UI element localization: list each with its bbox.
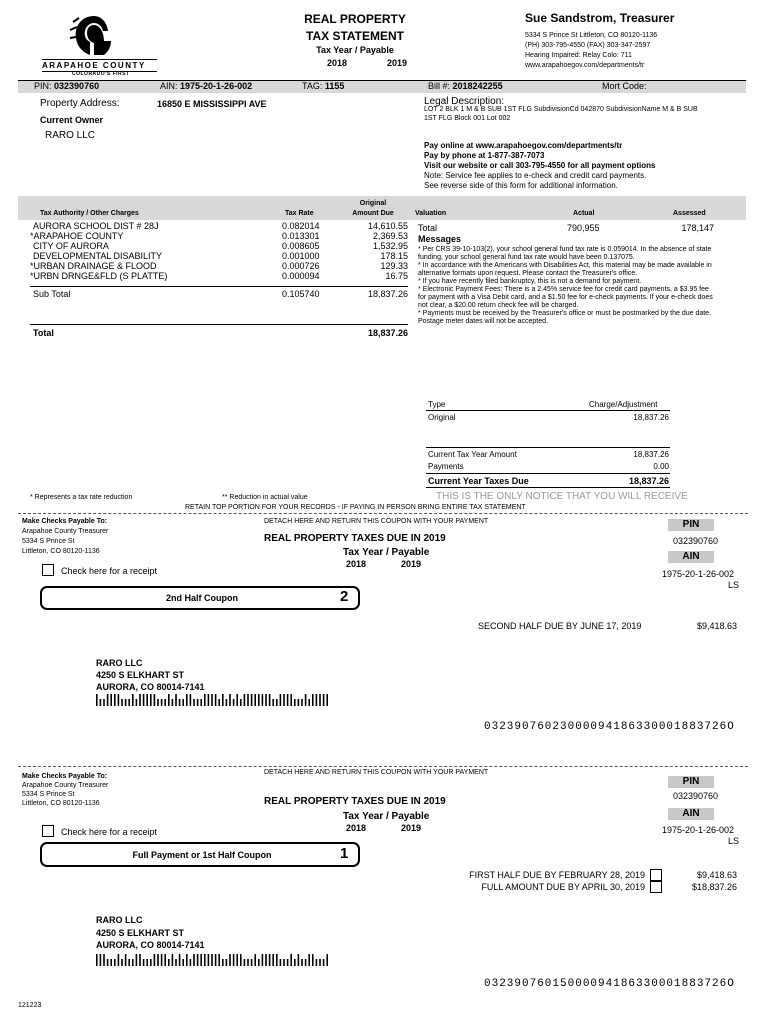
rate-reduction-note: * Represents a tax rate reduction: [30, 494, 133, 501]
logo-name: ARAPAHOE COUNTY: [42, 59, 157, 72]
col-valuation: Valuation: [415, 210, 447, 217]
taxes-due: 18,837.26: [628, 476, 669, 486]
treasurer-address: 5334 S Prince St Littleton, CO 80120-1136: [525, 32, 658, 39]
retain-note: RETAIN TOP PORTION FOR YOUR RECORDS - IF PAYING IN PERSON BRING ENTIRE TAX STATEMENT: [185, 504, 526, 511]
receipt-checkbox[interactable]: [42, 564, 54, 576]
total-rule: [30, 324, 408, 325]
valuation-actual: 790,955: [567, 223, 600, 233]
authority-name: DEVELOPMENTAL DISABILITY: [33, 251, 163, 261]
visit-website: Visit our website or call 303-795-4550 for all payment options: [424, 161, 656, 170]
logo-tagline: COLORADO'S FIRST: [72, 71, 130, 77]
table-row: [30, 271, 410, 281]
message-item: * Payments must be received by the Treasurer's office or must be postmarked by the due date. Postage meter dates will not be accepted.: [418, 310, 712, 325]
authority-rate: 0.001000: [282, 251, 320, 261]
coupon-tax-year-label: Tax Year / Payable: [343, 547, 430, 558]
coupon-ain: 1975-20-1-26-002: [661, 825, 734, 835]
authority-amount: 14,610.55: [367, 221, 408, 231]
tax-authority-list: [30, 221, 410, 281]
payee-city: Littleton, CO 80120-1136: [22, 800, 100, 807]
current-amount: 18,837.26: [633, 450, 669, 459]
legal-description-line-1: LOT 2 BLK 1 M & B SUB 1ST FLG SubdivisionCd 042870 SubdivisionName M & B SUB: [424, 106, 698, 113]
scan-line-1: 03239076015000094186330001883726O: [484, 978, 735, 990]
coupon-ain-label: AIN: [668, 808, 714, 820]
subtotal-rule: [30, 286, 408, 287]
pin-label: PIN:: [34, 81, 52, 91]
authority-name: CITY OF AURORA: [33, 241, 109, 251]
charges-rule: [426, 410, 670, 411]
bill-label: Bill #:: [428, 81, 451, 91]
statement-title-2: TAX STATEMENT: [306, 29, 404, 43]
subtotal-rate: 0.105740: [282, 289, 320, 299]
authority-rate: 0.082014: [282, 221, 320, 231]
table-row: [30, 221, 410, 231]
receipt-checkbox[interactable]: [42, 825, 54, 837]
coupon-pin: 032390760: [672, 536, 718, 546]
payable-year: 2019: [387, 58, 408, 68]
authority-amount: 1,532.95: [372, 241, 408, 251]
form-code: 121223: [18, 1002, 42, 1009]
pin-value: 032390760: [54, 81, 100, 91]
current-amount-label: Current Tax Year Amount: [428, 450, 517, 459]
col-original: Original: [359, 200, 387, 207]
current-rule: [426, 447, 670, 448]
payments-amount: 0.00: [653, 462, 669, 471]
county-logo: [30, 12, 160, 77]
pay-by-phone: Pay by phone at 1-877-387-7073: [424, 151, 545, 160]
property-address-label: Property Address:: [40, 98, 120, 109]
treasurer-phone: (PH) 303-795-4550 (FAX) 303-347-2597: [525, 42, 651, 49]
pay-online: Pay online at www.arapahoegov.com/departments/tr: [424, 141, 623, 150]
treasurer-name: Sue Sandstrom, Treasurer: [525, 11, 675, 25]
payee-street: 5334 S Prince St: [22, 791, 75, 798]
legal-description-label: Legal Description:: [424, 96, 505, 107]
legal-description-line-2: 1ST FLG Block 001 Lot 002: [424, 115, 511, 122]
mail-owner-street: 4250 S ELKHART ST: [96, 928, 185, 938]
authority-amount: 2,369.53: [372, 231, 408, 241]
table-row: [30, 231, 410, 241]
scan-line-2: 03239076023000094186330001883726O: [484, 721, 735, 733]
authority-rate: 0.008605: [282, 241, 320, 251]
authority-rate: 0.013301: [282, 231, 320, 241]
detach-line-1: [18, 766, 748, 767]
tag-value: 1155: [324, 81, 345, 91]
statement-title-1: REAL PROPERTY: [304, 12, 406, 26]
coupon-year: 2018: [346, 823, 367, 833]
full-amount: $18,837.26: [691, 882, 737, 892]
table-row: [30, 251, 410, 261]
ain-label: AIN:: [160, 81, 178, 91]
coupon-year: 2018: [346, 559, 367, 569]
current-owner-label: Current Owner: [40, 115, 104, 125]
current-owner: RARO LLC: [45, 130, 96, 141]
message-item: * If you have recently filed bankruptcy, this is not a demand for payment.: [418, 278, 642, 285]
col-actual: Actual: [573, 210, 595, 217]
authority-amount: 178.15: [380, 251, 408, 261]
reverse-side-note: See reverse side of this form for additional information.: [424, 181, 618, 190]
coupon-label: 2nd Half Coupon: [166, 593, 238, 603]
second-half-due: SECOND HALF DUE BY JUNE 17, 2019: [478, 621, 642, 631]
postal-barcode-2: [96, 694, 332, 708]
messages-list: [418, 246, 718, 326]
receipt-label: Check here for a receipt: [61, 566, 158, 576]
col-tax-rate: Tax Rate: [285, 210, 314, 217]
coupon-due-title: REAL PROPERTY TAXES DUE IN 2019: [264, 796, 446, 807]
coupon-pin: 032390760: [672, 791, 718, 801]
subtotal-label: Sub Total: [33, 289, 71, 299]
checks-payable-label: Make Checks Payable To:: [22, 518, 108, 525]
coupon-payable: 2019: [401, 823, 422, 833]
authority-name: *URBAN DRAINAGE & FLOOD: [30, 261, 157, 271]
charge-adjustment-label: Charge/Adjustment: [589, 400, 658, 409]
coupon-ain: 1975-20-1-26-002: [661, 569, 734, 579]
coupon-due-title: REAL PROPERTY TAXES DUE IN 2019: [264, 533, 446, 544]
messages-title: Messages: [418, 234, 462, 244]
coupon-number: 1: [340, 845, 349, 862]
charge-original-label: Original: [428, 413, 456, 422]
charge-original: 18,837.26: [633, 413, 669, 422]
col-amount-due: Amount Due: [352, 210, 394, 217]
coupon-tax-year-label: Tax Year / Payable: [343, 811, 430, 822]
coupon-payable: 2019: [401, 559, 422, 569]
mail-owner-name: RARO LLC: [96, 658, 143, 668]
coupon-ls: LS: [728, 836, 740, 846]
coupon-box-2: [40, 586, 360, 610]
full-amount-due: FULL AMOUNT DUE BY APRIL 30, 2019: [481, 882, 645, 892]
table-row: [30, 241, 410, 251]
message-item: * In accordance with the Americans with Disabilities Act, this material may be made available in alternative formats upon request. Please contact the Treasurer's office.: [418, 262, 712, 277]
table-row: [30, 261, 410, 271]
tag-field: [302, 81, 344, 91]
property-address: 16850 E MISSISSIPPI AVE: [157, 99, 267, 109]
coupon-ain-label: AIN: [668, 551, 714, 563]
ain-field: [160, 81, 252, 91]
col-assessed: Assessed: [673, 210, 706, 217]
county-seal-icon: [64, 12, 124, 58]
tax-year-label: Tax Year / Payable: [316, 45, 394, 55]
first-half-amount: $9,418.63: [696, 870, 737, 880]
mail-owner-street: 4250 S ELKHART ST: [96, 670, 185, 680]
total-label: Total: [33, 328, 54, 338]
subtotal-amount: 18,837.26: [367, 289, 408, 299]
coupon-ls: LS: [728, 580, 740, 590]
tag-label: TAG:: [302, 81, 323, 91]
first-half-due: FIRST HALF DUE BY FEBRUARY 28, 2019: [469, 870, 645, 880]
detach-instruction: DETACH HERE AND RETURN THIS COUPON WITH YOUR PAYMENT: [264, 769, 489, 776]
valuation-assessed: 178,147: [681, 223, 714, 233]
payee-street: 5334 S Prince St: [22, 538, 75, 545]
ain-value: 1975-20-1-26-002: [180, 81, 253, 91]
bill-value: 2018242255: [452, 81, 503, 91]
valuation-total-label: Total: [418, 223, 438, 233]
authority-name: *ARAPAHOE COUNTY: [30, 231, 124, 241]
service-fee-note: Note: Service fee applies to e-check and credit card payments.: [424, 171, 647, 180]
authority-amount: 129.33: [380, 261, 408, 271]
mort-code-label: Mort Code:: [602, 81, 647, 91]
payee-name: Arapahoe County Treasurer: [22, 782, 109, 789]
authority-name: *URBN DRNGE&FLD (S PLATTE): [30, 271, 168, 281]
mail-owner-city: AURORA, CO 80014-7141: [96, 940, 205, 950]
authority-name: AURORA SCHOOL DIST # 28J: [33, 221, 159, 231]
due-rule-bottom: [426, 487, 670, 488]
coupon-pin-label: PIN: [668, 776, 714, 788]
coupon-label: Full Payment or 1st Half Coupon: [132, 850, 272, 860]
mail-owner-name: RARO LLC: [96, 915, 143, 925]
checks-payable-label: Make Checks Payable To:: [22, 773, 108, 780]
postal-barcode-1: [96, 954, 332, 968]
authority-amount: 16.75: [385, 271, 408, 281]
treasurer-website: www.arapahoegov.com/departments/tr: [525, 62, 645, 69]
bill-field: [428, 81, 503, 91]
receipt-label: Check here for a receipt: [61, 827, 158, 837]
tax-year: 2018: [327, 58, 348, 68]
coupon-pin-label: PIN: [668, 519, 714, 531]
total-amount: 18,837.26: [367, 328, 408, 338]
authority-rate: 0.000094: [282, 271, 320, 281]
pin-field: [34, 81, 99, 91]
charge-type-label: Type: [428, 400, 446, 409]
detach-instruction: DETACH HERE AND RETURN THIS COUPON WITH YOUR PAYMENT: [264, 518, 489, 525]
col-tax-authority: Tax Authority / Other Charges: [40, 210, 139, 217]
payee-city: Littleton, CO 80120-1136: [22, 548, 100, 555]
payee-name: Arapahoe County Treasurer: [22, 528, 109, 535]
message-item: * Per CRS 39-10-103(2), your school general fund tax rate is 0.059014. In the absence of state funding, your school general fund tax rate would have been 0.137075.: [418, 246, 712, 261]
treasurer-hearing: Hearing Impaired: Relay Colo: 711: [525, 52, 632, 59]
message-item: * Electronic Payment Fees: There is a 2.45% service fee for credit card payments, a $3.95 fee for payment with a Visa Debit card, and a $1.50 fee for e-check payments. If your e-check does not clear, a $20.00 return check fee will be charged.: [418, 286, 713, 309]
second-half-amount: $9,418.63: [696, 621, 737, 631]
due-rule: [426, 473, 670, 474]
detach-line-2: [18, 513, 748, 514]
mail-owner-city: AURORA, CO 80014-7141: [96, 682, 205, 692]
coupon-box-1: [40, 842, 360, 867]
authority-rate: 0.000726: [282, 261, 320, 271]
payments-label: Payments: [428, 462, 464, 471]
coupon-number: 2: [340, 588, 349, 605]
actual-reduction-note: ** Reduction in actual value: [222, 494, 308, 501]
taxes-due-label: Current Year Taxes Due: [428, 476, 529, 486]
only-notice: THIS IS THE ONLY NOTICE THAT YOU WILL RECEIVE: [436, 491, 688, 502]
